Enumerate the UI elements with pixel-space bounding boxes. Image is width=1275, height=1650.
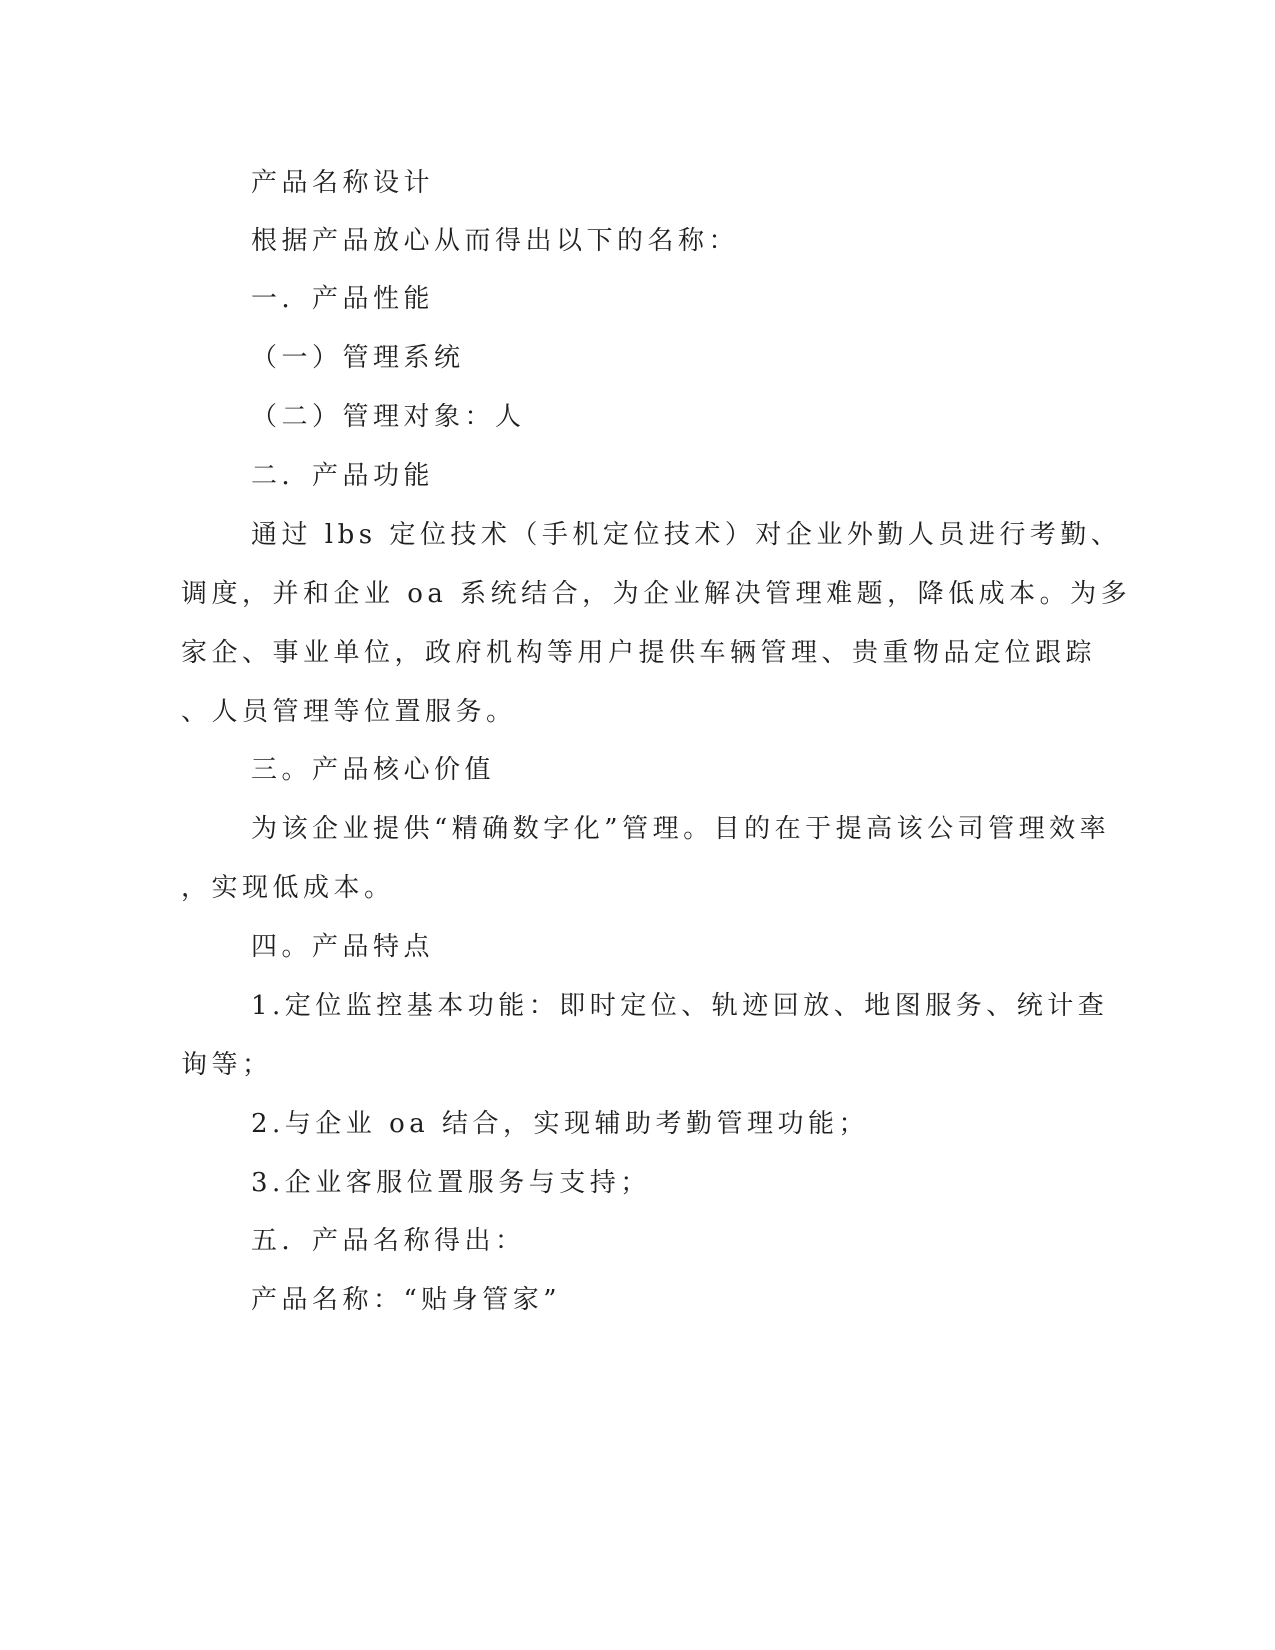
list-item: （一）管理系统	[251, 343, 465, 373]
document-title: 产品名称设计	[251, 168, 435, 198]
section-heading-features: 四。产品特点	[251, 932, 435, 962]
paragraph-line: 、人员管理等位置服务。	[181, 697, 517, 727]
paragraph-line: 通过 lbs 定位技术（手机定位技术）对企业外勤人员进行考勤、	[251, 520, 1122, 550]
list-item-continuation: 询等；	[181, 1050, 273, 1080]
section-heading-name-result: 五．产品名称得出：	[251, 1226, 526, 1256]
section-heading-core-value: 三。产品核心价值	[251, 755, 496, 785]
section-heading-performance: 一．产品性能	[251, 284, 435, 314]
list-item: 1.定位监控基本功能：即时定位、轨迹回放、地图服务、统计查	[251, 991, 1109, 1021]
list-item: 3.企业客服位置服务与支持；	[251, 1168, 651, 1198]
paragraph-line: 为该企业提供“精确数字化”管理。目的在于提高该公司管理效率	[251, 814, 1111, 844]
section-heading-function: 二．产品功能	[251, 461, 435, 491]
list-item: （二）管理对象：人	[251, 402, 526, 432]
paragraph-line: 调度，并和企业 oa 系统结合，为企业解决管理难题，降低成本。为多	[181, 579, 1132, 609]
product-name-result: 产品名称：“贴身管家”	[251, 1285, 562, 1315]
paragraph-line: 家企、事业单位，政府机构等用户提供车辆管理、贵重物品定位跟踪	[181, 638, 1097, 668]
intro-text: 根据产品放心从而得出以下的名称：	[251, 226, 740, 256]
paragraph-line: ，实现低成本。	[181, 873, 395, 903]
list-item: 2.与企业 oa 结合，实现辅助考勤管理功能；	[251, 1109, 869, 1139]
